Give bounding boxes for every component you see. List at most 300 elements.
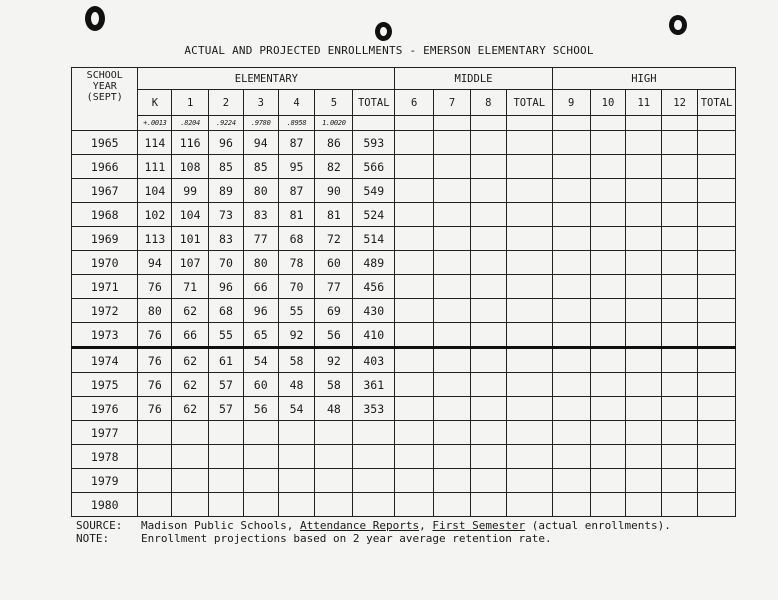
enrollment-cell bbox=[172, 445, 209, 469]
enrollment-cell: 83 bbox=[209, 227, 244, 251]
empty-cell bbox=[626, 421, 662, 445]
enrollment-cell bbox=[353, 469, 395, 493]
enrollment-cell: 96 bbox=[243, 299, 278, 323]
empty-cell bbox=[552, 227, 590, 251]
empty-cell bbox=[590, 445, 626, 469]
source-line bbox=[76, 519, 671, 532]
enrollment-cell: 104 bbox=[138, 179, 172, 203]
empty-cell bbox=[552, 469, 590, 493]
year-cell: 1978 bbox=[72, 445, 138, 469]
empty-cell bbox=[434, 323, 471, 348]
empty-cell bbox=[626, 348, 662, 373]
empty-cell bbox=[662, 116, 698, 131]
empty-cell bbox=[590, 275, 626, 299]
empty-cell bbox=[662, 155, 698, 179]
enrollment-cell: 456 bbox=[353, 275, 395, 299]
empty-cell bbox=[470, 203, 506, 227]
empty-cell bbox=[395, 445, 434, 469]
enrollment-cell: 66 bbox=[172, 323, 209, 348]
empty-cell bbox=[470, 445, 506, 469]
empty-cell bbox=[434, 155, 471, 179]
column-header: 10 bbox=[590, 90, 626, 116]
empty-cell bbox=[470, 116, 506, 131]
enrollment-cell bbox=[278, 421, 315, 445]
empty-cell bbox=[626, 179, 662, 203]
empty-cell bbox=[590, 203, 626, 227]
enrollment-cell bbox=[209, 493, 244, 517]
empty-cell bbox=[552, 348, 590, 373]
enrollment-cell: 593 bbox=[353, 131, 395, 155]
enrollment-cell bbox=[353, 421, 395, 445]
table-row bbox=[72, 299, 736, 323]
enrollment-cell bbox=[138, 493, 172, 517]
empty-cell bbox=[552, 275, 590, 299]
empty-cell bbox=[626, 323, 662, 348]
empty-cell bbox=[470, 275, 506, 299]
empty-cell bbox=[698, 373, 736, 397]
empty-cell bbox=[470, 493, 506, 517]
enrollment-cell: 116 bbox=[172, 131, 209, 155]
empty-cell bbox=[698, 397, 736, 421]
punch-hole-left bbox=[85, 6, 105, 31]
empty-cell bbox=[698, 275, 736, 299]
empty-cell bbox=[552, 373, 590, 397]
enrollment-cell: 55 bbox=[278, 299, 315, 323]
empty-cell bbox=[434, 116, 471, 131]
year-cell: 1979 bbox=[72, 469, 138, 493]
enrollment-cell: 95 bbox=[278, 155, 315, 179]
year-cell: 1969 bbox=[72, 227, 138, 251]
empty-cell bbox=[470, 299, 506, 323]
enrollment-cell: 81 bbox=[315, 203, 353, 227]
empty-cell bbox=[506, 373, 552, 397]
empty-cell bbox=[506, 348, 552, 373]
enrollment-cell: 94 bbox=[243, 131, 278, 155]
empty-cell bbox=[506, 116, 552, 131]
empty-cell bbox=[698, 299, 736, 323]
enrollment-cell: 108 bbox=[172, 155, 209, 179]
empty-cell bbox=[662, 445, 698, 469]
empty-cell bbox=[662, 397, 698, 421]
enrollment-cell: 80 bbox=[243, 179, 278, 203]
retention-rate-cell: .9224 bbox=[209, 116, 244, 131]
empty-cell bbox=[626, 445, 662, 469]
enrollment-cell: 77 bbox=[315, 275, 353, 299]
empty-cell bbox=[434, 179, 471, 203]
empty-cell bbox=[626, 373, 662, 397]
enrollment-cell bbox=[278, 469, 315, 493]
empty-cell bbox=[552, 299, 590, 323]
enrollment-cell: 111 bbox=[138, 155, 172, 179]
empty-cell bbox=[395, 469, 434, 493]
empty-cell bbox=[626, 155, 662, 179]
enrollment-cell: 99 bbox=[172, 179, 209, 203]
empty-cell bbox=[626, 469, 662, 493]
empty-cell bbox=[590, 323, 626, 348]
empty-cell bbox=[506, 275, 552, 299]
empty-cell bbox=[626, 275, 662, 299]
empty-cell bbox=[470, 155, 506, 179]
empty-cell bbox=[395, 131, 434, 155]
empty-cell bbox=[506, 299, 552, 323]
empty-cell bbox=[698, 323, 736, 348]
empty-cell bbox=[626, 251, 662, 275]
source-ref-attendance: Attendance Reports bbox=[299, 519, 420, 532]
empty-cell bbox=[506, 131, 552, 155]
enrollment-cell: 57 bbox=[209, 397, 244, 421]
enrollment-cell: 62 bbox=[172, 348, 209, 373]
empty-cell bbox=[434, 469, 471, 493]
enrollment-cell: 524 bbox=[353, 203, 395, 227]
enrollment-cell bbox=[138, 445, 172, 469]
enrollment-cell: 96 bbox=[209, 131, 244, 155]
year-cell: 1977 bbox=[72, 421, 138, 445]
enrollment-cell: 566 bbox=[353, 155, 395, 179]
empty-cell bbox=[590, 493, 626, 517]
empty-cell bbox=[662, 227, 698, 251]
empty-cell bbox=[434, 251, 471, 275]
enrollment-cell: 54 bbox=[278, 397, 315, 421]
enrollment-cell: 54 bbox=[243, 348, 278, 373]
enrollment-cell: 56 bbox=[243, 397, 278, 421]
empty-cell bbox=[698, 251, 736, 275]
table-row bbox=[72, 421, 736, 445]
enrollment-cell: 68 bbox=[209, 299, 244, 323]
empty-cell bbox=[698, 493, 736, 517]
document-title: ACTUAL AND PROJECTED ENROLLMENTS - EMERSON ELEMENTARY SCHOOL bbox=[184, 44, 594, 57]
note-line bbox=[76, 532, 671, 545]
enrollment-cell bbox=[172, 469, 209, 493]
empty-cell bbox=[552, 493, 590, 517]
enrollment-cell: 48 bbox=[278, 373, 315, 397]
enrollment-cell: 62 bbox=[172, 373, 209, 397]
empty-cell bbox=[470, 323, 506, 348]
retention-rate-cell: +.0013 bbox=[138, 116, 172, 131]
enrollment-cell: 361 bbox=[353, 373, 395, 397]
table-row bbox=[72, 323, 736, 348]
empty-cell bbox=[395, 299, 434, 323]
source-notes bbox=[76, 519, 671, 545]
year-cell: 1970 bbox=[72, 251, 138, 275]
enrollment-cell: 86 bbox=[315, 131, 353, 155]
enrollment-cell: 514 bbox=[353, 227, 395, 251]
enrollment-cell: 62 bbox=[172, 397, 209, 421]
enrollment-cell: 66 bbox=[243, 275, 278, 299]
year-cell: 1972 bbox=[72, 299, 138, 323]
enrollment-cell: 82 bbox=[315, 155, 353, 179]
enrollment-cell: 72 bbox=[315, 227, 353, 251]
retention-rate-cell: .9780 bbox=[243, 116, 278, 131]
enrollment-cell bbox=[243, 493, 278, 517]
empty-cell bbox=[395, 397, 434, 421]
year-cell: 1965 bbox=[72, 131, 138, 155]
empty-cell bbox=[395, 348, 434, 373]
enrollment-cell: 76 bbox=[138, 348, 172, 373]
empty-cell bbox=[395, 275, 434, 299]
empty-cell bbox=[662, 421, 698, 445]
empty-cell bbox=[662, 131, 698, 155]
enrollment-cell: 80 bbox=[243, 251, 278, 275]
year-cell: 1967 bbox=[72, 179, 138, 203]
enrollment-cell: 60 bbox=[243, 373, 278, 397]
year-cell: 1971 bbox=[72, 275, 138, 299]
empty-cell bbox=[434, 203, 471, 227]
enrollment-cell: 92 bbox=[315, 348, 353, 373]
empty-cell bbox=[626, 227, 662, 251]
empty-cell bbox=[506, 397, 552, 421]
enrollment-cell: 58 bbox=[278, 348, 315, 373]
enrollment-cell: 78 bbox=[278, 251, 315, 275]
table-row bbox=[72, 493, 736, 517]
enrollment-cell: 76 bbox=[138, 323, 172, 348]
empty-cell bbox=[590, 299, 626, 323]
empty-cell bbox=[590, 348, 626, 373]
column-header: TOTAL bbox=[506, 90, 552, 116]
enrollment-cell: 48 bbox=[315, 397, 353, 421]
enrollment-cell: 90 bbox=[315, 179, 353, 203]
enrollment-cell: 71 bbox=[172, 275, 209, 299]
enrollment-cell bbox=[353, 445, 395, 469]
enrollment-cell: 114 bbox=[138, 131, 172, 155]
empty-cell bbox=[434, 397, 471, 421]
empty-cell bbox=[698, 445, 736, 469]
column-header-row bbox=[72, 90, 736, 116]
enrollment-cell: 96 bbox=[209, 275, 244, 299]
empty-cell bbox=[626, 397, 662, 421]
table-row bbox=[72, 203, 736, 227]
empty-cell bbox=[698, 469, 736, 493]
empty-cell bbox=[470, 179, 506, 203]
empty-cell bbox=[698, 421, 736, 445]
empty-cell bbox=[395, 251, 434, 275]
empty-cell bbox=[506, 227, 552, 251]
empty-cell bbox=[395, 421, 434, 445]
retention-rate-cell: .8958 bbox=[278, 116, 315, 131]
enrollment-cell: 70 bbox=[209, 251, 244, 275]
elementary-group-header: ELEMENTARY bbox=[138, 68, 395, 90]
table-row bbox=[72, 469, 736, 493]
enrollment-cell: 104 bbox=[172, 203, 209, 227]
empty-cell bbox=[552, 155, 590, 179]
enrollment-cell: 410 bbox=[353, 323, 395, 348]
empty-cell bbox=[434, 299, 471, 323]
empty-cell bbox=[662, 299, 698, 323]
empty-cell bbox=[590, 116, 626, 131]
source-label: SOURCE: bbox=[76, 519, 123, 532]
enrollment-cell: 89 bbox=[209, 179, 244, 203]
empty-cell bbox=[590, 155, 626, 179]
empty-cell bbox=[506, 251, 552, 275]
empty-cell bbox=[590, 179, 626, 203]
enrollment-cell: 69 bbox=[315, 299, 353, 323]
column-header: 4 bbox=[278, 90, 315, 116]
enrollment-cell: 85 bbox=[243, 155, 278, 179]
empty-cell bbox=[434, 445, 471, 469]
empty-cell bbox=[506, 421, 552, 445]
empty-cell bbox=[395, 227, 434, 251]
empty-cell bbox=[590, 131, 626, 155]
empty-cell bbox=[506, 155, 552, 179]
enrollment-cell: 92 bbox=[278, 323, 315, 348]
enrollment-cell: 76 bbox=[138, 373, 172, 397]
year-cell: 1973 bbox=[72, 323, 138, 348]
source-text-suffix: (actual enrollments). bbox=[525, 519, 671, 532]
empty-cell bbox=[434, 131, 471, 155]
enrollment-cell: 76 bbox=[138, 397, 172, 421]
table-row bbox=[72, 155, 736, 179]
enrollment-cell bbox=[353, 493, 395, 517]
empty-cell bbox=[662, 323, 698, 348]
empty-cell bbox=[626, 131, 662, 155]
empty-cell bbox=[506, 203, 552, 227]
year-cell: 1975 bbox=[72, 373, 138, 397]
empty-cell bbox=[698, 348, 736, 373]
note-text: Enrollment projections based on 2 year average retention rate. bbox=[141, 532, 552, 545]
column-header: 12 bbox=[662, 90, 698, 116]
enrollment-cell: 80 bbox=[138, 299, 172, 323]
table-row bbox=[72, 275, 736, 299]
empty-cell bbox=[552, 179, 590, 203]
empty-cell bbox=[470, 227, 506, 251]
table-row bbox=[72, 348, 736, 373]
enrollment-cell: 62 bbox=[172, 299, 209, 323]
empty-cell bbox=[590, 227, 626, 251]
empty-cell bbox=[552, 421, 590, 445]
retention-rate-cell: 1.0020 bbox=[315, 116, 353, 131]
empty-cell bbox=[590, 373, 626, 397]
empty-cell bbox=[662, 251, 698, 275]
empty-cell bbox=[470, 397, 506, 421]
enrollment-cell bbox=[243, 469, 278, 493]
retention-rate-row bbox=[72, 116, 736, 131]
enrollment-cell bbox=[172, 421, 209, 445]
enrollment-cell: 85 bbox=[209, 155, 244, 179]
enrollment-cell: 102 bbox=[138, 203, 172, 227]
column-header: 9 bbox=[552, 90, 590, 116]
table-row bbox=[72, 179, 736, 203]
empty-cell bbox=[395, 155, 434, 179]
year-cell: 1966 bbox=[72, 155, 138, 179]
enrollment-cell bbox=[209, 445, 244, 469]
empty-cell bbox=[395, 493, 434, 517]
empty-cell bbox=[590, 421, 626, 445]
empty-cell bbox=[395, 203, 434, 227]
school-year-header: SCHOOL YEAR (SEPT) bbox=[72, 68, 138, 131]
column-header: TOTAL bbox=[698, 90, 736, 116]
table-row bbox=[72, 373, 736, 397]
empty-cell bbox=[662, 203, 698, 227]
empty-cell bbox=[506, 445, 552, 469]
enrollment-cell: 403 bbox=[353, 348, 395, 373]
year-cell: 1968 bbox=[72, 203, 138, 227]
enrollment-cell bbox=[278, 445, 315, 469]
empty-cell bbox=[662, 275, 698, 299]
empty-cell bbox=[662, 493, 698, 517]
punch-hole-center bbox=[375, 22, 392, 41]
empty-cell bbox=[552, 323, 590, 348]
enrollment-cell bbox=[278, 493, 315, 517]
empty-cell bbox=[434, 421, 471, 445]
enrollment-cell bbox=[138, 421, 172, 445]
enrollment-cell: 101 bbox=[172, 227, 209, 251]
high-group-header: HIGH bbox=[552, 68, 735, 90]
column-header: 8 bbox=[470, 90, 506, 116]
empty-cell bbox=[662, 373, 698, 397]
table-row bbox=[72, 445, 736, 469]
empty-cell bbox=[626, 299, 662, 323]
empty-cell bbox=[470, 348, 506, 373]
enrollment-cell bbox=[138, 469, 172, 493]
enrollment-cell: 58 bbox=[315, 373, 353, 397]
empty-cell bbox=[552, 445, 590, 469]
enrollment-cell bbox=[315, 493, 353, 517]
column-header: 6 bbox=[395, 90, 434, 116]
empty-cell bbox=[626, 203, 662, 227]
empty-cell bbox=[395, 373, 434, 397]
empty-cell bbox=[552, 203, 590, 227]
enrollment-cell bbox=[243, 421, 278, 445]
column-header: TOTAL bbox=[353, 90, 395, 116]
column-header: 1 bbox=[172, 90, 209, 116]
empty-cell bbox=[506, 179, 552, 203]
empty-cell bbox=[552, 397, 590, 421]
empty-cell bbox=[353, 116, 395, 131]
enrollment-cell bbox=[209, 421, 244, 445]
punch-hole-right bbox=[669, 15, 687, 35]
enrollment-table bbox=[71, 67, 736, 517]
empty-cell bbox=[470, 373, 506, 397]
empty-cell bbox=[506, 323, 552, 348]
enrollment-cell: 87 bbox=[278, 131, 315, 155]
column-header: 7 bbox=[434, 90, 471, 116]
empty-cell bbox=[662, 348, 698, 373]
note-label: NOTE: bbox=[76, 532, 110, 545]
enrollment-cell bbox=[172, 493, 209, 517]
empty-cell bbox=[506, 493, 552, 517]
empty-cell bbox=[590, 251, 626, 275]
table-row bbox=[72, 131, 736, 155]
empty-cell bbox=[470, 469, 506, 493]
enrollment-cell bbox=[209, 469, 244, 493]
empty-cell bbox=[434, 227, 471, 251]
table-row bbox=[72, 251, 736, 275]
column-header: 2 bbox=[209, 90, 244, 116]
empty-cell bbox=[395, 323, 434, 348]
empty-cell bbox=[434, 275, 471, 299]
empty-cell bbox=[590, 397, 626, 421]
empty-cell bbox=[506, 469, 552, 493]
enrollment-cell: 61 bbox=[209, 348, 244, 373]
enrollment-cell: 56 bbox=[315, 323, 353, 348]
empty-cell bbox=[698, 131, 736, 155]
empty-cell bbox=[698, 203, 736, 227]
enrollment-cell: 94 bbox=[138, 251, 172, 275]
empty-cell bbox=[698, 155, 736, 179]
enrollment-cell: 77 bbox=[243, 227, 278, 251]
empty-cell bbox=[434, 348, 471, 373]
enrollment-cell bbox=[315, 445, 353, 469]
enrollment-cell: 107 bbox=[172, 251, 209, 275]
enrollment-cell: 353 bbox=[353, 397, 395, 421]
middle-group-header: MIDDLE bbox=[395, 68, 553, 90]
empty-cell bbox=[470, 251, 506, 275]
empty-cell bbox=[395, 116, 434, 131]
enrollment-cell bbox=[315, 469, 353, 493]
enrollment-cell: 55 bbox=[209, 323, 244, 348]
enrollment-cell: 430 bbox=[353, 299, 395, 323]
empty-cell bbox=[698, 179, 736, 203]
enrollment-cell: 70 bbox=[278, 275, 315, 299]
